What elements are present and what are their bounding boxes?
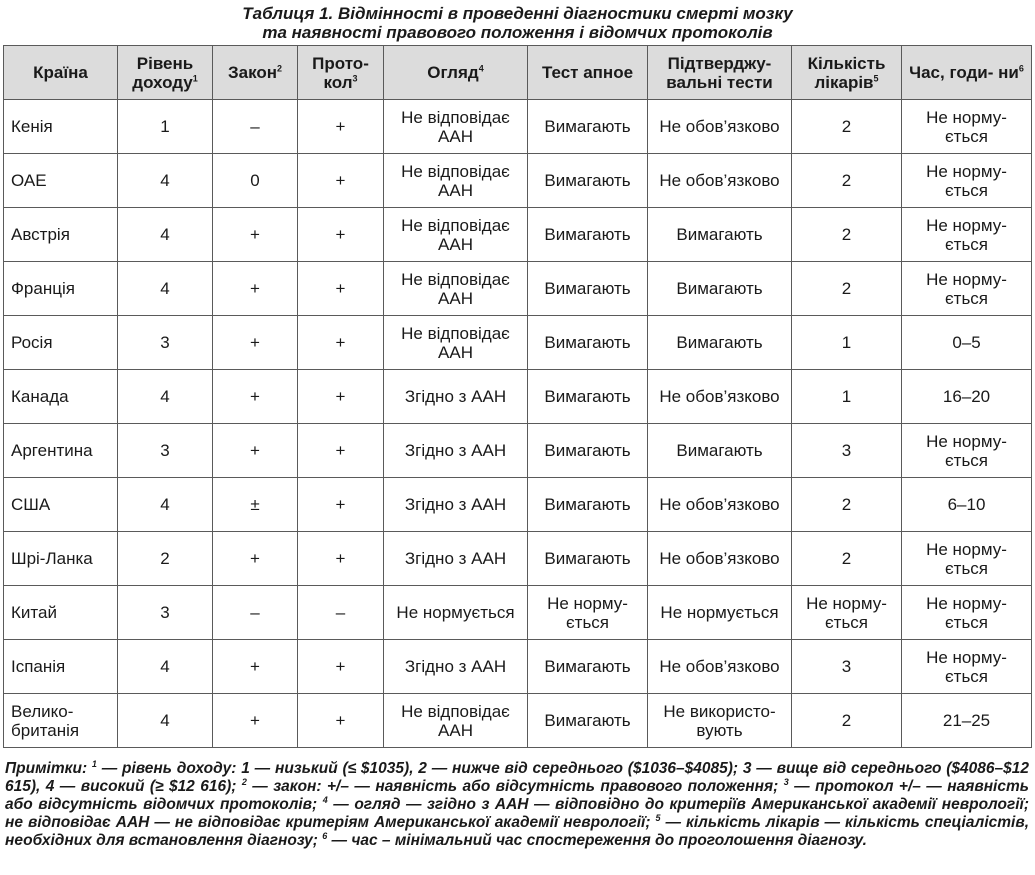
cell-exam: Не нормується [384, 586, 528, 640]
cell-time: 21–25 [902, 694, 1032, 748]
cell-protocol: + [298, 478, 384, 532]
table-row [4, 100, 1032, 154]
header-physicians: Кількість лікарів$^5$ [792, 46, 902, 100]
cell-income: 4 [118, 262, 213, 316]
cell-physicians: 2 [792, 262, 902, 316]
cell-apnea-test: Вимагають [528, 100, 648, 154]
cell-protocol: + [298, 208, 384, 262]
cell-exam: Не відповідає ААН [384, 154, 528, 208]
cell-income: 4 [118, 694, 213, 748]
cell-exam: Згідно з ААН [384, 532, 528, 586]
cell-law: + [213, 424, 298, 478]
table-row [4, 208, 1032, 262]
cell-protocol: + [298, 316, 384, 370]
cell-protocol: + [298, 640, 384, 694]
table-row [4, 316, 1032, 370]
table-caption [0, 4, 1035, 42]
cell-income: 3 [118, 424, 213, 478]
cell-protocol: + [298, 532, 384, 586]
table-row [4, 370, 1032, 424]
cell-country: Канада [4, 370, 118, 424]
cell-apnea-test: Вимагають [528, 640, 648, 694]
cell-apnea-test: Не норму- ється [528, 586, 648, 640]
cell-physicians: 2 [792, 478, 902, 532]
cell-physicians: 2 [792, 154, 902, 208]
notes-label: Примітки: [5, 760, 88, 777]
cell-time: Не норму- ється [902, 100, 1032, 154]
cell-confirmatory-tests: Не обов’язково [648, 154, 792, 208]
diagnostics-table [3, 45, 1032, 748]
table-row [4, 532, 1032, 586]
cell-law: ± [213, 478, 298, 532]
note-text: — протокол +/– — наявність або відсутність відомчих протоколів; [5, 778, 1029, 813]
cell-apnea-test: Вимагають [528, 694, 648, 748]
note-marker: 2 [241, 776, 247, 787]
cell-physicians: 3 [792, 424, 902, 478]
cell-physicians: 3 [792, 640, 902, 694]
cell-law: + [213, 370, 298, 424]
cell-law: + [213, 262, 298, 316]
cell-country: Шрі-Ланка [4, 532, 118, 586]
table-row [4, 262, 1032, 316]
cell-income: 4 [118, 154, 213, 208]
caption-line-2: та наявності правового положення і відомчих протоколів [262, 23, 773, 42]
header-row [4, 46, 1032, 100]
table-row [4, 586, 1032, 640]
header-exam: Огляд$^4$ [384, 46, 528, 100]
cell-physicians: 2 [792, 208, 902, 262]
cell-country: США [4, 478, 118, 532]
cell-time: 0–5 [902, 316, 1032, 370]
cell-country: Франція [4, 262, 118, 316]
cell-exam: Не відповідає ААН [384, 262, 528, 316]
note-marker: 1 [91, 758, 97, 769]
cell-time: Не норму- ється [902, 640, 1032, 694]
cell-law: + [213, 694, 298, 748]
cell-time: Не норму- ється [902, 586, 1032, 640]
cell-apnea-test: Вимагають [528, 262, 648, 316]
cell-law: + [213, 640, 298, 694]
cell-country: Велико- британія [4, 694, 118, 748]
cell-exam: Не відповідає ААН [384, 100, 528, 154]
cell-apnea-test: Вимагають [528, 532, 648, 586]
cell-apnea-test: Вимагають [528, 424, 648, 478]
header-income: Рівень доходу$^1$ [118, 46, 213, 100]
cell-physicians: 2 [792, 694, 902, 748]
cell-law: – [213, 586, 298, 640]
cell-country: Іспанія [4, 640, 118, 694]
cell-time: Не норму- ється [902, 262, 1032, 316]
cell-country: Аргентина [4, 424, 118, 478]
cell-protocol: + [298, 370, 384, 424]
cell-confirmatory-tests: Не обов’язково [648, 370, 792, 424]
cell-country: Росія [4, 316, 118, 370]
cell-income: 3 [118, 316, 213, 370]
header-country: Країна [4, 46, 118, 100]
cell-protocol: + [298, 262, 384, 316]
table-row [4, 478, 1032, 532]
note-marker: 6 [322, 830, 328, 841]
note-marker: 4 [322, 794, 328, 805]
cell-confirmatory-tests: Не нормується [648, 586, 792, 640]
table-row [4, 154, 1032, 208]
cell-apnea-test: Вимагають [528, 208, 648, 262]
cell-confirmatory-tests: Не обов’язково [648, 640, 792, 694]
cell-exam: Не відповідає ААН [384, 694, 528, 748]
header-time: Час, годи- $ни^6$ [902, 46, 1032, 100]
cell-exam: Не відповідає ААН [384, 208, 528, 262]
cell-exam: Згідно з ААН [384, 424, 528, 478]
cell-exam: Згідно з ААН [384, 640, 528, 694]
header-protocol: Прото- кол$^3$ [298, 46, 384, 100]
note-marker: 5 [655, 812, 661, 823]
cell-time: Не норму- ється [902, 424, 1032, 478]
cell-physicians: 1 [792, 370, 902, 424]
cell-income: 2 [118, 532, 213, 586]
header-apnea-test: Тест апное [528, 46, 648, 100]
cell-law: – [213, 100, 298, 154]
cell-law: + [213, 316, 298, 370]
cell-time: Не норму- ється [902, 154, 1032, 208]
header-law: Закон$^2$ [213, 46, 298, 100]
cell-law: 0 [213, 154, 298, 208]
table-notes [5, 760, 1029, 850]
cell-apnea-test: Вимагають [528, 478, 648, 532]
cell-income: 4 [118, 370, 213, 424]
cell-income: 1 [118, 100, 213, 154]
cell-physicians: 2 [792, 100, 902, 154]
cell-law: + [213, 532, 298, 586]
cell-exam: Згідно з ААН [384, 370, 528, 424]
cell-time: Не норму- ється [902, 532, 1032, 586]
cell-income: 3 [118, 586, 213, 640]
cell-country: Кенія [4, 100, 118, 154]
cell-confirmatory-tests: Не обов’язково [648, 100, 792, 154]
cell-apnea-test: Вимагають [528, 370, 648, 424]
table-row [4, 694, 1032, 748]
table-row [4, 424, 1032, 478]
note-text: — кількість лікарів — кількість спеціалістів, необхідних для встановлення діагнозу; [5, 814, 1029, 849]
cell-confirmatory-tests: Не обов’язково [648, 478, 792, 532]
table-row [4, 640, 1032, 694]
cell-income: 4 [118, 478, 213, 532]
note-text: — закон: +/– — наявність або відсутність правового положення; [246, 778, 784, 795]
cell-confirmatory-tests: Вимагають [648, 316, 792, 370]
cell-apnea-test: Вимагають [528, 316, 648, 370]
note-text: — час – мінімальний час спостереження до проголошення діагнозу. [327, 832, 867, 849]
cell-protocol: + [298, 694, 384, 748]
cell-protocol: + [298, 100, 384, 154]
cell-country: Китай [4, 586, 118, 640]
cell-protocol: + [298, 424, 384, 478]
cell-income: 4 [118, 640, 213, 694]
caption-line-1: Таблиця 1. Відмінності в проведенні діагностики смерті мозку [242, 4, 793, 23]
cell-physicians: 1 [792, 316, 902, 370]
cell-income: 4 [118, 208, 213, 262]
header-confirmatory-tests: Підтверджу- вальні тести [648, 46, 792, 100]
cell-apnea-test: Вимагають [528, 154, 648, 208]
cell-confirmatory-tests: Вимагають [648, 208, 792, 262]
cell-confirmatory-tests: Не використо- вують [648, 694, 792, 748]
note-text: — огляд — згідно з ААН — відповідно до критеріїв Американської академії неврології; не відповідає ААН — не відповідає критеріям Американської академії неврології; [5, 796, 1029, 831]
cell-confirmatory-tests: Вимагають [648, 424, 792, 478]
cell-law: + [213, 208, 298, 262]
cell-protocol: – [298, 586, 384, 640]
note-marker: 3 [783, 776, 789, 787]
cell-protocol: + [298, 154, 384, 208]
cell-exam: Згідно з ААН [384, 478, 528, 532]
cell-country: Австрія [4, 208, 118, 262]
cell-exam: Не відповідає ААН [384, 316, 528, 370]
cell-physicians: 2 [792, 532, 902, 586]
cell-confirmatory-tests: Вимагають [648, 262, 792, 316]
note-text: — рівень доходу: 1 — низький (≤ $1035), 2 — нижче від середнього ($1036–$4085); 3 — вище від середнього ($4086–$12 615), 4 — високий (≥ $12 616); [5, 760, 1029, 795]
cell-time: 6–10 [902, 478, 1032, 532]
cell-time: 16–20 [902, 370, 1032, 424]
cell-physicians: Не норму- ється [792, 586, 902, 640]
cell-time: Не норму- ється [902, 208, 1032, 262]
cell-country: ОАЕ [4, 154, 118, 208]
cell-confirmatory-tests: Не обов’язково [648, 532, 792, 586]
